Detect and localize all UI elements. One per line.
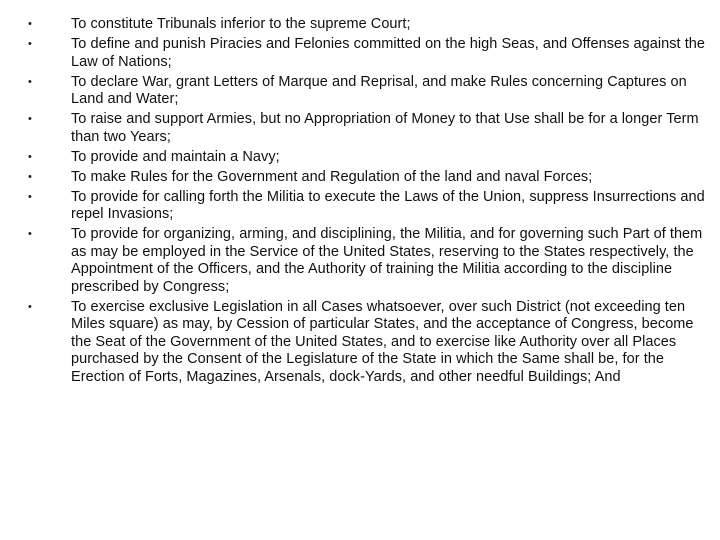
bullet-text: To raise and support Armies, but no Appropriation of Money to that Use shall be for a longer Term than two Years; [71,111,699,145]
bullet-dot-icon: • [28,38,32,50]
bullet-text: To provide and maintain a Navy; [71,148,280,165]
bullet-item [28,149,708,167]
bullet-text: To provide for organizing, arming, and disciplining, the Militia, and for governing such Part of them as may be employed in the Service of the United States, reserving to the States respectively, the Appointment of the Officers, and the Authority of training the Militia according to the discipline prescribed by Congress; [71,226,703,295]
powers-bullet-list [28,16,708,389]
bullet-dot-icon: • [28,113,32,125]
bullet-dot-icon: • [28,18,32,30]
bullet-dot-icon: • [28,190,32,203]
bullet-item [28,111,708,146]
bullet-text: To declare War, grant Letters of Marque and Reprisal, and make Rules concerning Captures on Land and Water; [71,73,687,107]
bullet-dot-icon: • [28,228,32,240]
bullet-text: To exercise exclusive Legislation in all Cases whatsoever, over such District (not exceeding ten Miles square) as may, by Cession of particular States, and the acceptance of Congress, become the Seat of the Government of the United States, and to exercise like Authority over all Places purchased by the Consent of the Legislature of the State in which the Same shall be, for the Erection of Forts, Magazines, Arsenals, dock-Yards, and other needful Buildings; And [71,298,694,385]
bullet-dot-icon: • [28,170,32,183]
bullet-item [28,226,708,296]
bullet-dot-icon: • [28,75,32,88]
bullet-text: To make Rules for the Government and Regulation of the land and naval Forces; [71,168,593,185]
bullet-dot-icon: • [28,150,32,163]
bullet-item [28,299,708,387]
bullet-text: To provide for calling forth the Militia to execute the Laws of the Union, suppress Insurrections and repel Invasions; [71,188,705,222]
bullet-dot-icon: • [28,300,32,313]
bullet-text: To constitute Tribunals inferior to the supreme Court; [71,16,411,32]
bullet-text: To define and punish Piracies and Felonies committed on the high Seas, and Offenses against the Law of Nations; [71,36,706,70]
bullet-item [28,16,708,34]
bullet-item [28,169,708,187]
bullet-item [28,36,708,71]
bullet-item [28,189,708,224]
bullet-item [28,74,708,109]
